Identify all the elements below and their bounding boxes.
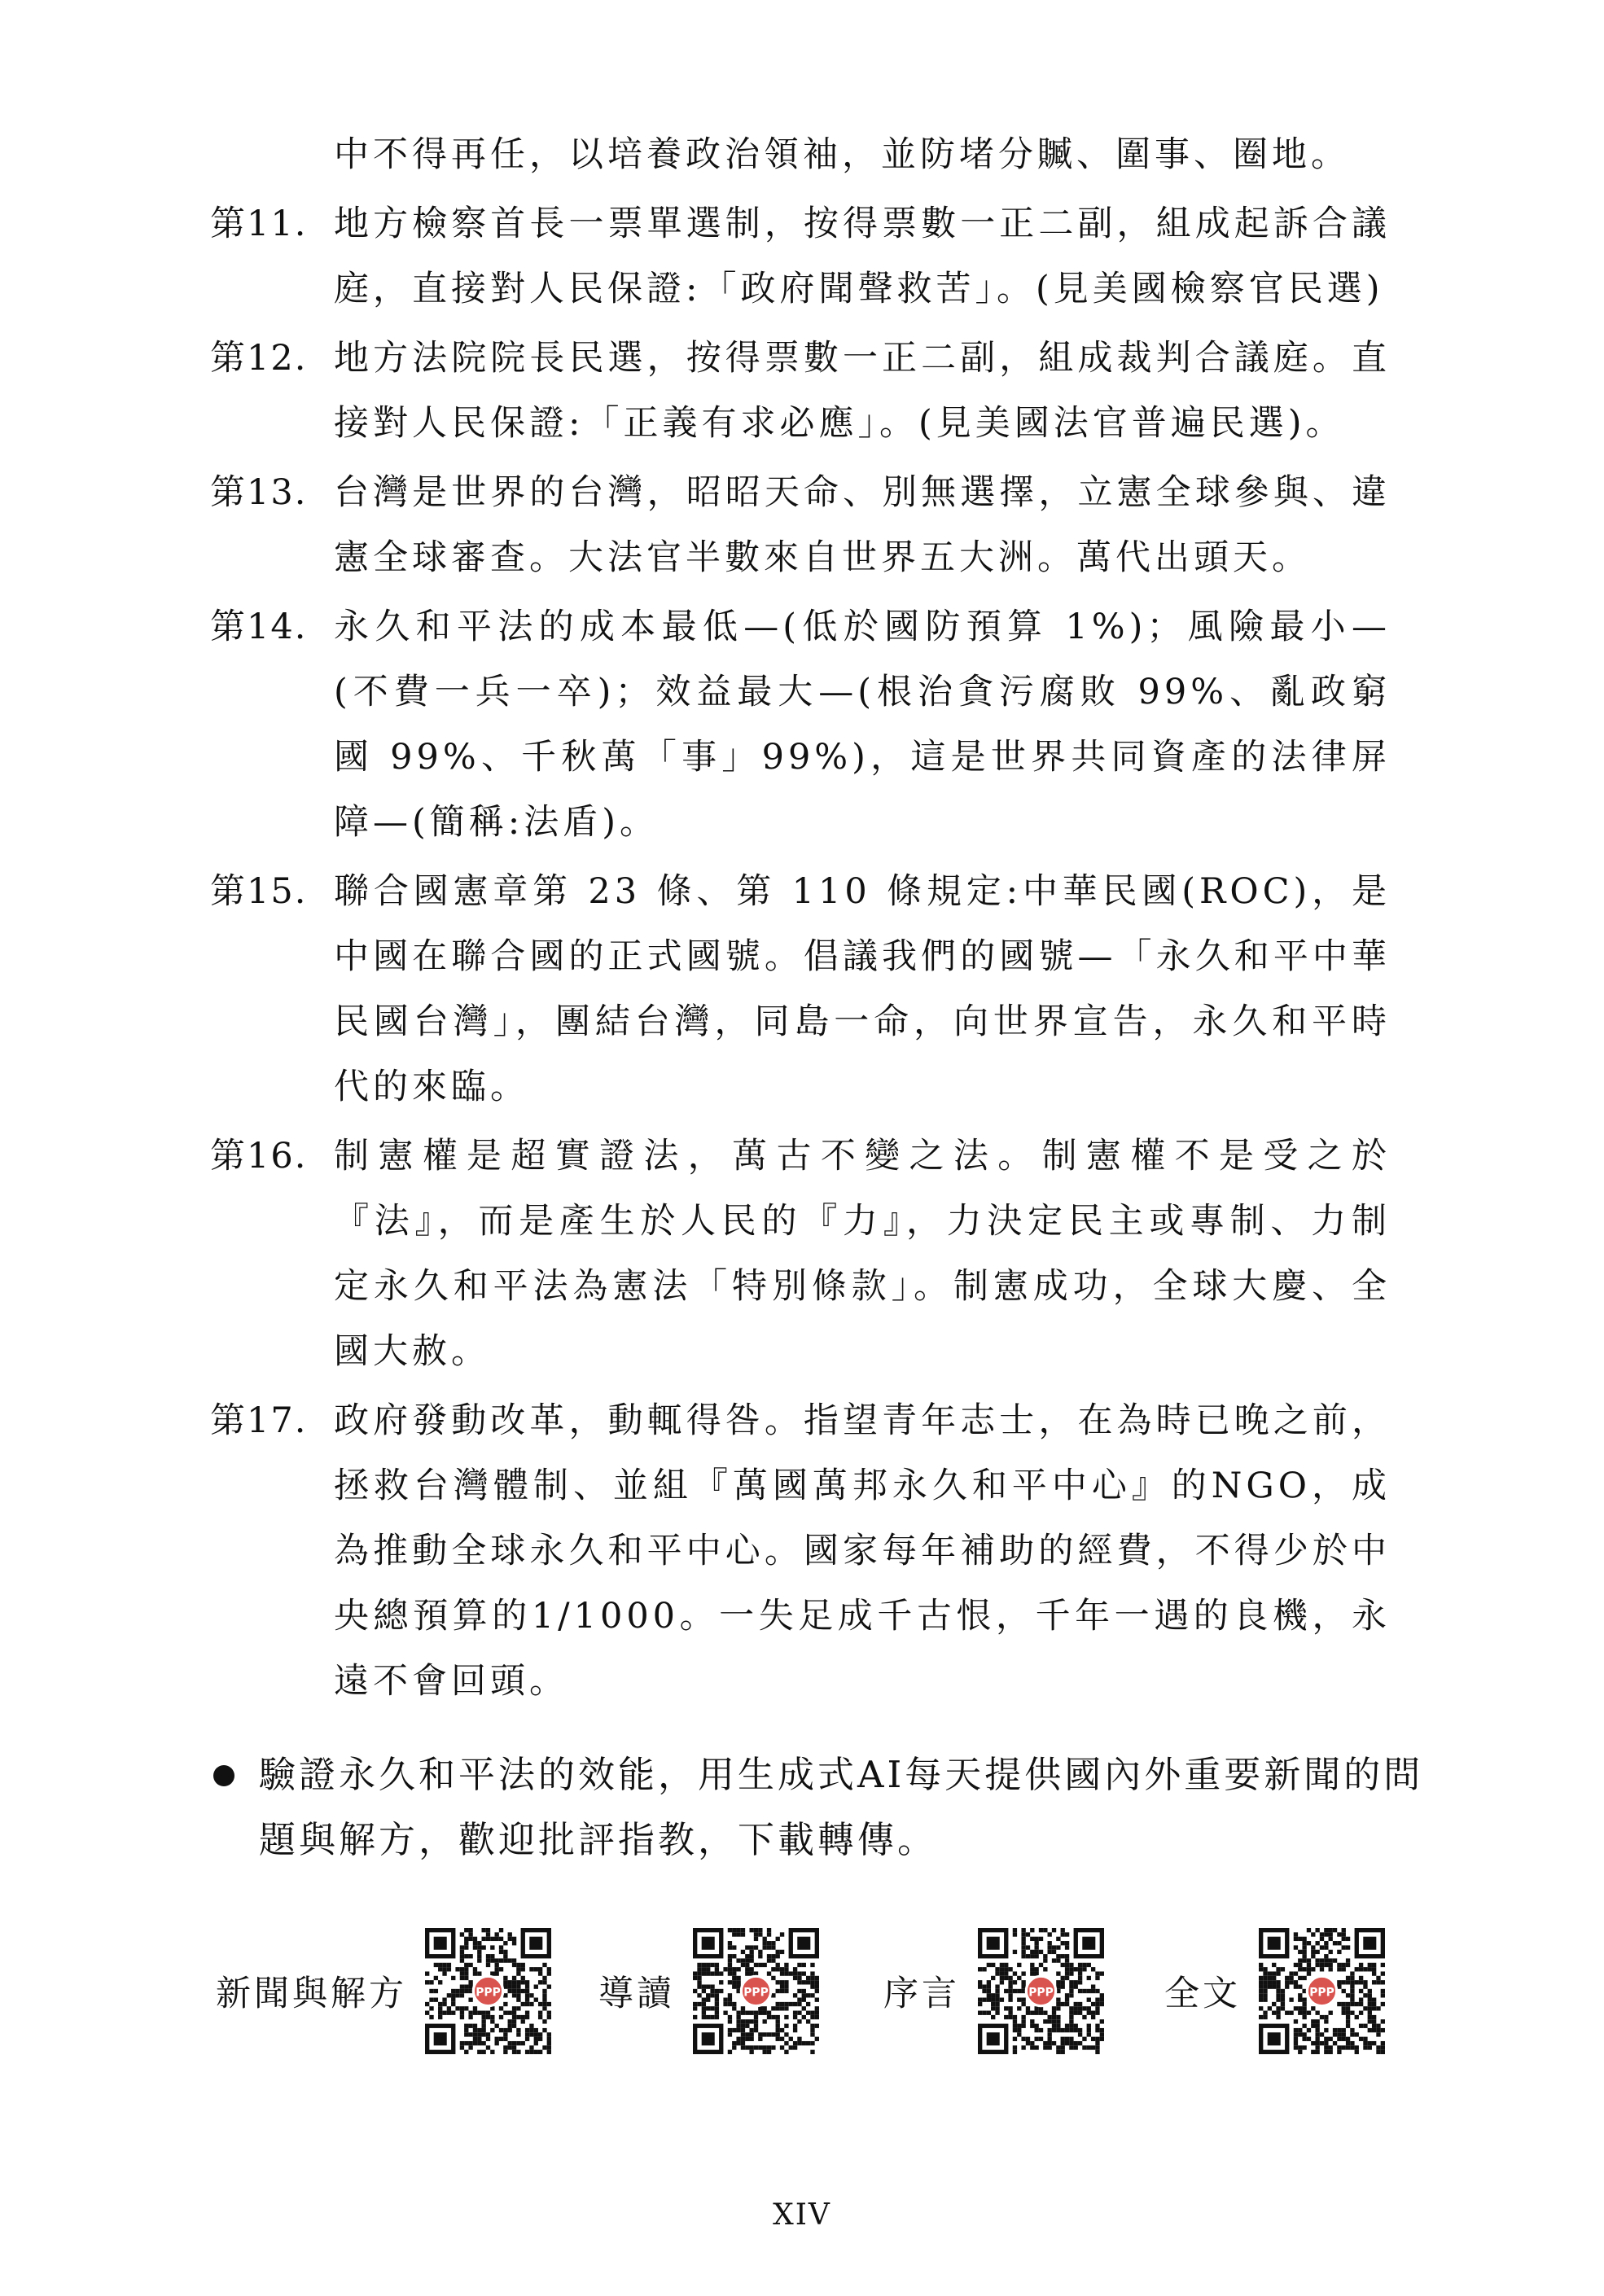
svg-text:PPP: PPP bbox=[1028, 1985, 1054, 1999]
article-text: 聯合國憲章第 23 條、第 110 條規定:中華民國(ROC)，是中國在聯合國的正式國號。倡議我們的國號—「永久和平中華民國台灣」，團結台灣，同島一命，向世界宣告，永久和平時代的來臨。 bbox=[334, 871, 1391, 1107]
article-text: 台灣是世界的台灣，昭昭天命、別無選擇，立憲全球參與、違憲全球審查。大法官半數來自世界五大洲。萬代出頭天。 bbox=[334, 472, 1391, 578]
article-16 bbox=[210, 1124, 1391, 1384]
article-list bbox=[210, 122, 1391, 1714]
qr-item-fulltext[interactable] bbox=[1164, 1926, 1385, 2056]
article-12 bbox=[210, 326, 1391, 456]
article-15 bbox=[210, 859, 1391, 1120]
qr-code-icon[interactable] bbox=[1259, 1928, 1385, 2054]
article-text: 永久和平法的成本最低—(低於國防預算 1%)；風險最小—(不費一兵一卒)；效益最大—(根治貪污腐敗 99%、亂政窮國 99%、千秋萬「事」99%)，這是世界共同資產的法律屏障—(簡稱:法盾)。 bbox=[334, 607, 1391, 843]
article-number: 第13. bbox=[210, 472, 308, 513]
qr-code-icon[interactable] bbox=[978, 1928, 1104, 2054]
continuation-text: 中不得再任，以培養政治領袖，並防堵分贓、圍事、圈地。 bbox=[334, 134, 1350, 175]
qr-label: 全文 bbox=[1164, 1973, 1241, 2014]
article-number: 第15. bbox=[210, 871, 308, 912]
article-text: 制憲權是超實證法，萬古不變之法。制憲權不是受之於『法』，而是產生於人民的『力』，力決定民主或專制、力制定永久和平法為憲法「特別條款」。制憲成功，全球大慶、全國大赦。 bbox=[334, 1136, 1391, 1372]
qr-code-row bbox=[216, 1926, 1396, 2056]
article-text: 政府發動改革，動輒得咎。指望青年志士，在為時已晚之前，拯救台灣體制、並組『萬國萬邦永久和平中心』的NGO，成為推動全球永久和平中心。國家每年補助的經費，不得少於中央總預算的1/1000。一失足成千古恨，千年一遇的良機，永遠不會回頭。 bbox=[334, 1400, 1391, 1702]
article-number: 第14. bbox=[210, 607, 308, 647]
qr-label: 序言 bbox=[883, 1973, 960, 2014]
article-number: 第16. bbox=[210, 1136, 308, 1176]
qr-label: 新聞與解方 bbox=[216, 1973, 407, 2014]
page-number: XIV bbox=[773, 2198, 831, 2232]
article-13 bbox=[210, 460, 1391, 590]
article-17 bbox=[210, 1388, 1391, 1714]
qr-code-icon[interactable] bbox=[425, 1928, 551, 2054]
article-number: 第11. bbox=[210, 204, 308, 244]
qr-code-icon[interactable] bbox=[693, 1928, 819, 2054]
qr-item-preface[interactable] bbox=[883, 1926, 1104, 2056]
svg-text:PPP: PPP bbox=[476, 1985, 501, 1999]
article-number: 第12. bbox=[210, 338, 308, 379]
article-text: 地方法院院長民選，按得票數一正二副，組成裁判合議庭。直接對人民保證:「正義有求必應」。(見美國法官普遍民選)。 bbox=[334, 338, 1391, 444]
qr-label: 導讀 bbox=[598, 1973, 675, 2014]
article-14 bbox=[210, 594, 1391, 855]
svg-text:PPP: PPP bbox=[743, 1985, 769, 1999]
article-11 bbox=[210, 191, 1391, 322]
article-number: 第17. bbox=[210, 1400, 308, 1441]
bullet-text: 驗證永久和平法的效能，用生成式AI每天提供國內外重要新聞的問題與解方，歡迎批評指教，下載轉傳。 bbox=[259, 1753, 1424, 1861]
qr-item-news[interactable] bbox=[216, 1926, 551, 2056]
article-text: 地方檢察首長一票單選制，按得票數一正二副，組成起訴合議庭，直接對人民保證:「政府聞聲救苦」。(見美國檢察官民選) bbox=[334, 204, 1391, 309]
bullet-icon bbox=[213, 1765, 234, 1786]
bullet-note bbox=[210, 1742, 1440, 1873]
svg-text:PPP: PPP bbox=[1309, 1985, 1334, 1999]
qr-item-guide[interactable] bbox=[598, 1926, 819, 2056]
